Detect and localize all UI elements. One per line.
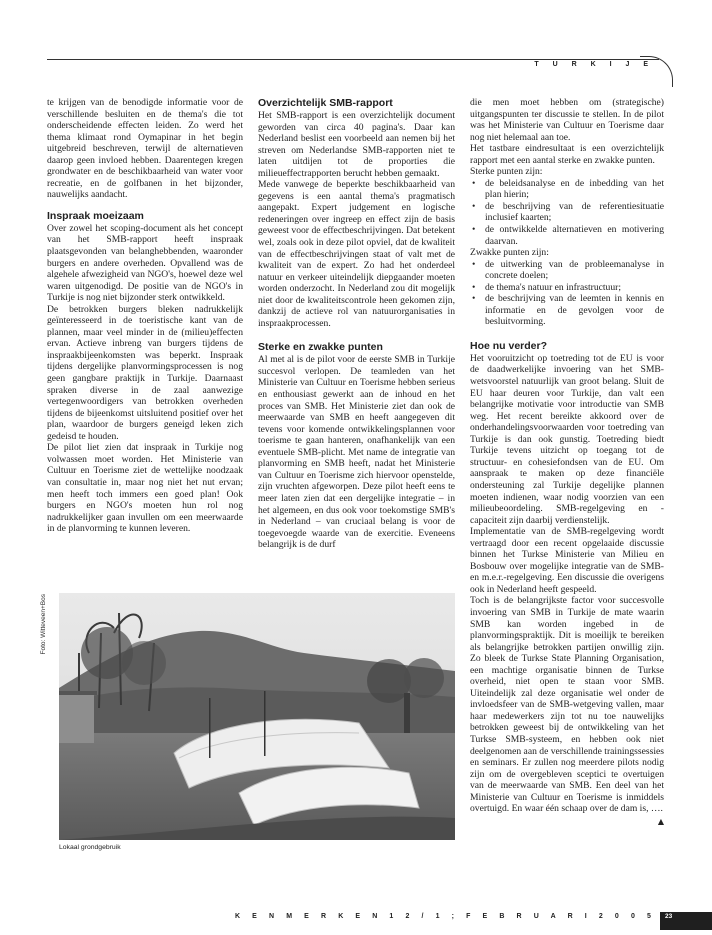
section-label: T U R K I J E	[534, 61, 654, 68]
end-triangle-icon: ▲	[657, 816, 664, 826]
paragraph: Het vooruitzicht op toetreding tot de EU is voor de daadwerkelijke invoering van het SMB-wetsvoorstel natuurlijk van groot belang. Sluit de EU haar deuren voor Turkije, dan valt een belangrijke motivatie voor introductie van SMB weg. Het recent bereikte akkoord over de onderhandelingsvoorwaarden voor toetreding van Turkije is dan ook gunstig. Toetreding biedt Turkije tevens uitzicht op toegang tot de structuur- en cohesiefondsen van de EU. Om aanspraak te maken op deze financiële ondersteuning zal Turkije degelijke plannen moeten indienen, waar nodig voorzien van een milieubeoordeling. SMB-regelgeving en -capaciteit zijn daarbij verdienstelijk.	[470, 352, 664, 526]
paragraph: Implementatie van de SMB-regelgeving wordt vertraagd door een recent opgelaaide discussie binnen het Turkse Ministerie van Milieu en Bosbouw over mogelijke integratie van de SMB- en m.e.r.-regelgeving. Een discussie die overigens ook in Nederland heeft gespeeld.	[470, 526, 664, 595]
journal-info: K E N M E R K E N 1 2 / 1 ; F E B R U A R I 2 0 0 5	[234, 913, 656, 920]
paragraph-text: Toch is de belangrijkste factor voor succesvolle invoering van SMB in Turkije de mate waarin SMB kan worden ingebed in de planvormingspraktijk. Dit is moeilijk te bereiken als belangrijke betrokken partijen onwillig zijn. Zo bleek de Turkse State Planning Organisation, een machtige organisatie binnen de Turkse overheid, niet open te staan voor SMB. Uiteindelijk zal deze organisatie wel onder de invloedsfeer van de SMB-wetgeving vallen, maar haar medewerkers zijn tot nu toe nauwelijks betrokken geweest bij de ontwikkeling van het Turkse SMB-systeem, en hebben ook niet deelgenomen aan de verschillende trainingssessies en seminars. Er zullen nog meerdere pilots nodig zijn om de overgebleven sceptici te overtuigen van de meerwaarde van SMB. Een deel van het Ministerie van Cultuur en Toerisme is inmiddels overtuigd. En waar één schaap over de dam is, ….	[470, 595, 664, 815]
photo-caption: Lokaal grondgebruik	[59, 844, 121, 851]
photo-credit	[40, 594, 50, 678]
paragraph: Mede vanwege de beperkte beschikbaarheid van gegevens is een aantal thema's pragmatisch aangepakt. Expert judgement en logische redeneringen over ingreep en effect zijn de basis geweest voor de effectbeschrijvingen. Dat betekent wel, zoals ook in deze pilot opviel, dat de kwaliteit van de effectbeschrijvingen staat of valt met de kwaliteit van de expert. Zo had het onderdeel natuur en verkeer uiteindelijk diepgaander moeten worden onderzocht. In Nederland zou dit mogelijk niet door de kwaliteitscontrole heen gekomen zijn, dankzij de actieve rol van natuurorganisaties in inspraakprocessen.	[258, 179, 455, 329]
column-3	[470, 97, 664, 827]
strong-points-list	[470, 178, 664, 247]
page-number: 23	[665, 913, 673, 920]
paragraph: Over zowel het scoping-document als het concept van het SMB-rapport heeft inspraak plaatsgevonden van belanghebbenden, waaronder burgers en andere overheden. Opvallend was de algehele afwezigheid van NGO's, hoewel deze wel waren uitgenodigd. De positie van de NGO's in Turkije is nog niet bijzonder sterk ontwikkeld.	[47, 222, 243, 304]
list-item: • de beleidsanalyse en de inbedding van het plan hierin;	[470, 178, 664, 201]
column-2	[258, 97, 455, 551]
paragraph: De betrokken burgers bleken nadrukkelijk geïnteresseerd in de toeristische kant van de plannen, maar veel minder in de (milieu)effecten ervan. Actieve inbreng van burgers tijdens de inspraakbijeenkomsten was beperkt. Inspraak tijdens dergelijke planvormingsprocessen is nog geen gangbare praktijk in Turkije. Daarnaast spraken diverse in de zaal aanwezige vertegenwoordigers van betrokken overheden tijdens de bijeenkomst uitsluitend positief over het plan, waardoor de burgers geneigd leken zich gedeisd te houden.	[47, 303, 243, 442]
page-footer	[0, 911, 712, 929]
paragraph: De pilot liet zien dat inspraak in Turkije nog volwassen moet worden. Het Ministerie van Cultuur en Toerisme ziet de wettelijke noodzaak van consultatie in, maar nog niet het nut ervan; men heeft toch immers een goed plan! Ook burgers en NGO's moeten hun rol nog nadrukkelijker gaan invullen om een meerwaarde in de planvorming te kunnen leveren.	[47, 442, 243, 535]
top-rule	[47, 59, 659, 60]
list-item: • de beschrijving van de referentiesituatie inclusief kaarten;	[470, 201, 664, 224]
list-item: • de beschrijving van de leemten in kennis en informatie en de gevolgen voor de besluitvorming.	[470, 293, 664, 328]
paragraph: te krijgen van de benodigde informatie voor de verschillende besluiten en de thema's die tot onderscheidende effecten leiden. Zo werd het thema klimaat rond Oymapinar in het begin uitgebreid beschreven, terwijl de alternatieven daarop geen invloed hebben. Daarentegen kregen grondwater en de beschikbaarheid van water voor recreatie, en de golfbanen in het bijzonder, nauwelijks aandacht.	[47, 97, 243, 201]
heading-verder: Hoe nu verder?	[470, 339, 548, 352]
list-intro: Sterke punten zijn:	[470, 166, 543, 178]
heading-overzicht: Overzichtelijk SMB-rapport	[258, 97, 393, 109]
weak-points-list	[470, 259, 664, 328]
paragraph	[470, 595, 664, 826]
paragraph: Al met al is de pilot voor de eerste SMB in Turkije succesvol verlopen. De teamleden van het Ministerie van Cultuur en Toerisme hebben serieus en enthousiast gewerkt aan de inhoud en het proces van SMB. Het Ministerie ziet dan ook de meerwaarde van SMB en heeft aangegeven dit tevens voor komende ontwikkelingsplannen voor toerisme te gaan hanteren, onafhankelijk van een eventuele SMB-plicht. Met name de integratie van planvorming en SMB heeft, nadat het Ministerie van Cultuur en Toerisme zich hiervoor openstelde, zijn vruchten afgeworpen. Deze pilot heeft eens te meer laten zien dat een dergelijke integratie – in het algemeen, en dus ook voor toekomstige SMB's in Nederland – van cruciaal belang is voor de toegevoegde waarde van de exercitie. Eveneens belangrijk is de durf	[258, 354, 455, 551]
list-item: • de thema's natuur en infrastructuur;	[470, 282, 664, 294]
heading-inspraak: Inspraak moeizaam	[47, 209, 144, 222]
list-intro: Zwakke punten zijn:	[470, 247, 549, 259]
paragraph: Het SMB-rapport is een overzichtelijk document geworden van circa 40 pagina's. Daar kan Nederland beslist een voorbeeld aan nemen bij het streven om Nederlandse SMB-rapporten niet te laten uitdijen tot de proporties die milieueffectrapporten berucht hebben gemaakt.	[258, 110, 455, 179]
paragraph: Het tastbare eindresultaat is een overzichtelijk rapport met een aantal sterke en zwakke punten.	[470, 143, 664, 166]
column-1	[47, 97, 243, 535]
paragraph: die men moet hebben om (strategische) uitgangspunten ter discussie te stellen. In de pilot was het Ministerie van Cultuur en Toerisme daar nog niet helemaal aan toe.	[470, 97, 664, 143]
list-item: • de ontwikkelde alternatieven en motivering daarvan.	[470, 224, 664, 247]
heading-sterk: Sterke en zwakke punten	[258, 341, 383, 354]
list-item: • de uitwerking van de probleemanalyse in concrete doelen;	[470, 259, 664, 282]
photo-credit-text: Foto: Witteveen+Bos	[40, 594, 47, 655]
landscape-photo	[59, 593, 455, 840]
greenhouse-field-image	[59, 593, 455, 840]
